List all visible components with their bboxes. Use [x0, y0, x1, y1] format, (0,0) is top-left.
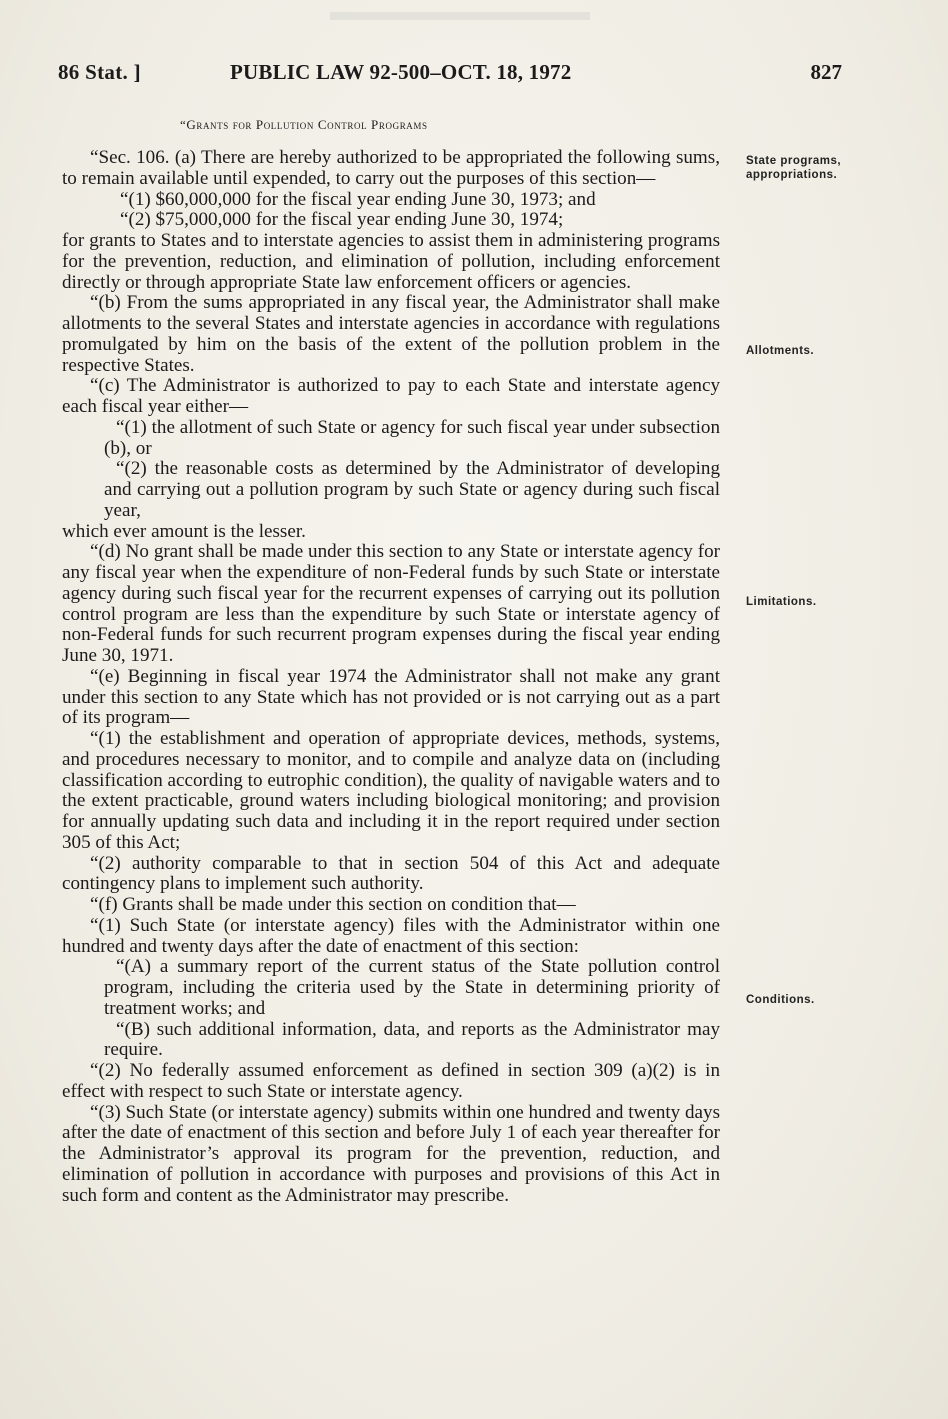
margin-note-state-programs [746, 154, 841, 182]
paragraph-106f-1-a: “(A) a summary report of the current status of the State pollution control program, including the criteria used by the State in determining priority of treatment works; and [104, 956, 720, 1019]
paragraph-106b: “(b) From the sums appropriated in any fiscal year, the Administrator shall make allotments to the several States and interstate agencies in accordance with regulations promulgated by him on the basis of the extent of the pollution problem in the respective States. [62, 292, 720, 376]
margin-note-line: State programs, [746, 155, 842, 167]
paragraph-106a-purpose: for grants to States and to interstate agencies to assist them in administering programs for the prevention, reduction, and elimination of pollution, including enforcement directly or through appropriate State law enforcement officers or agencies. [62, 230, 720, 293]
paragraph-106c-1: “(1) the allotment of such State or agency for such fiscal year under subsection (b), or [104, 416, 720, 459]
margin-note-allotments: Allotments. [746, 345, 815, 357]
paragraph-106e: “(e) Beginning in fiscal year 1974 the Administrator shall not make any grant under this section to any State which has not provided or is not carrying out as a part of its program— [62, 665, 720, 729]
paragraph-106f-3: “(3) Such State (or interstate agency) submits within one hundred and twenty days after the date of enactment of this section and before July 1 of each year thereafter for the Administrator’s approval its program for the prevention, reduction, and elimination of pollution in accordance with purposes and provisions of this Act in such form and content as the Administrator may prescribe. [62, 1101, 720, 1206]
page-header [58, 60, 842, 92]
paragraph-106a: “Sec. 106. (a) There are hereby authorized to be appropriated the following sums, to remain available until expended, to carry out the purposes of this section— [62, 147, 720, 189]
section-heading: “Grants for Pollution Control Programs [180, 117, 428, 132]
paragraph-106f-1: “(1) Such State (or interstate agency) files with the Administrator within one hundred and twenty days after the date of enactment of this section: [62, 914, 720, 957]
paragraph-106e-2: “(2) authority comparable to that in section 504 of this Act and adequate contingency plans to implement such authority. [62, 852, 720, 895]
paragraph-106c-lesser: which ever amount is the lesser. [62, 520, 306, 542]
margin-note-conditions: Conditions. [746, 994, 815, 1006]
paragraph-106f: “(f) Grants shall be made under this section on condition that— [90, 894, 576, 915]
page-number: 827 [810, 60, 842, 84]
paragraph-106e-1: “(1) the establishment and operation of appropriate devices, methods, systems, and procedures necessary to monitor, and to compile and analyze data on (including classification according to eutrophic condition), the quality of navigable waters and to the extent practicable, ground waters including biological monitoring; and provision for annually updating such data and including it in the report required under section 305 of this Act; [62, 728, 720, 853]
running-head: PUBLIC LAW 92-500–OCT. 18, 1972 [230, 60, 572, 84]
statute-body [62, 148, 720, 1206]
paragraph-106a-2: “(2) $75,000,000 for the fiscal year ending June 30, 1974; [120, 209, 564, 231]
paragraph-106d: “(d) No grant shall be made under this section to any State or interstate agency for any fiscal year when the expenditure of non-Federal funds by such State or interstate agency during such fiscal year for the recurrent expenses of carrying out its pollution control program are less than the expenditure by such State or interstate agency of non-Federal funds for such recurrent program expenses during the fiscal year ending June 30, 1971. [62, 541, 720, 666]
paragraph-106a-1: “(1) $60,000,000 for the fiscal year ending June 30, 1973; and [120, 188, 596, 210]
paragraph-106f-2: “(2) No federally assumed enforcement as defined in section 309 (a)(2) is in effect with respect to such State or interstate agency. [62, 1060, 720, 1102]
paragraph-106c-2: “(2) the reasonable costs as determined by the Administrator of developing and carrying out a pollution program by such State or agency during such fiscal year, [104, 458, 720, 521]
margin-note-limitations: Limitations. [746, 596, 817, 608]
bleed-through-mark [330, 12, 590, 20]
paragraph-106c: “(c) The Administrator is authorized to pay to each State and interstate agency each fiscal year either— [62, 375, 720, 417]
paragraph-106f-1-b: “(B) such additional information, data, and reports as the Administrator may require. [104, 1018, 720, 1061]
statute-volume: 86 Stat. ] [58, 60, 141, 84]
margin-note-line: appropriations. [746, 169, 838, 181]
